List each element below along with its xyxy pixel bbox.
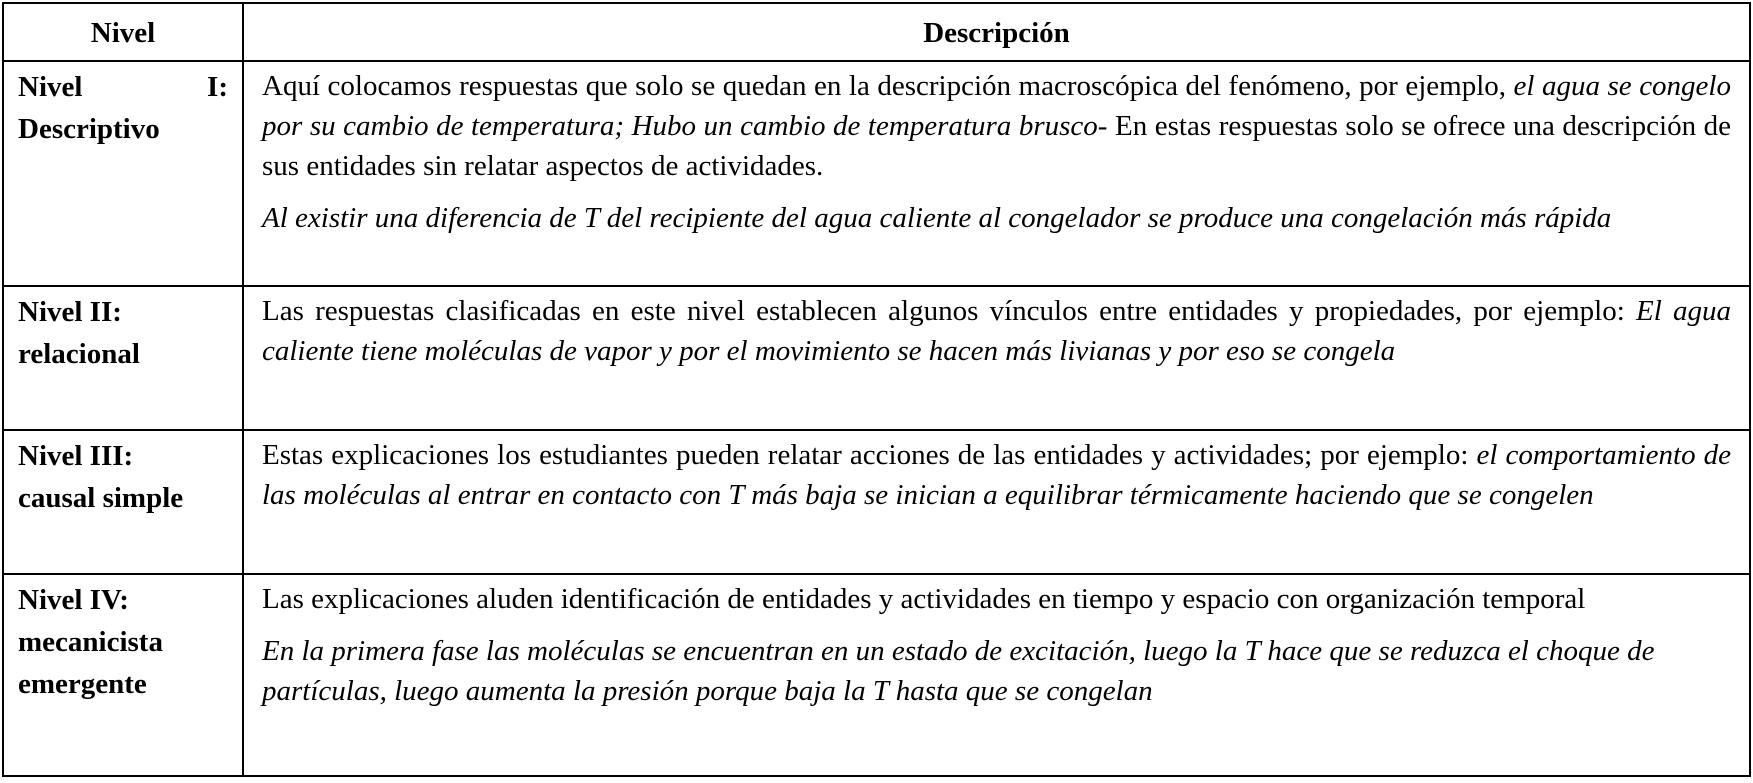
level-1-word: Nivel [18,71,83,103]
level-3-text: Estas explicaciones los estudiantes pueden relatar acciones de las entidades y actividades; por ejemplo: [262,439,1477,471]
level-1-paragraph-2: Al existir una diferencia de T del recipiente del agua caliente al congelador se produce una congelación más rápida [262,202,1612,234]
level-2-example: El agua caliente tiene moléculas de vapor y por el movimiento se hacen más livianas y por eso se congela [262,295,1731,367]
level-2-paragraph-1 [262,291,1731,371]
level-4-label [4,573,244,775]
level-4-name-2: emergente [18,668,147,700]
level-1-name: Descriptivo [18,113,160,145]
levels-table [2,2,1751,777]
level-3-paragraph-1 [262,435,1731,515]
level-3-label [4,429,244,573]
header-descripcion: Descripción [923,17,1070,49]
level-2-label [4,285,244,429]
level-4-name-1: mecanicista [18,626,163,658]
level-1-label [4,60,244,285]
level-1-text: Aquí colocamos respuestas que solo se quedan en la descripción macroscópica del fenómeno, por ejemplo, [262,70,1514,102]
level-3-name: causal simple [18,482,184,514]
level-3-example: el comportamiento de las moléculas al entrar en contacto con T más baja se inician a equilibrar térmicamente haciendo que se congelen [262,439,1731,511]
level-1-numeral: I: [207,71,228,103]
level-3-description [244,429,1749,573]
level-4-word: Nivel IV: [18,584,129,616]
level-3-word: Nivel III: [18,440,134,472]
level-4-paragraph-2: En la primera fase las moléculas se encuentran en un estado de excitación, luego la T hace que se reduzca el choque de partículas, luego aumenta la presión porque baja la T hasta que se congelan [262,635,1655,707]
level-1-paragraph-1 [262,66,1731,186]
level-1-text-2: En estas respuestas solo se ofrece una descripción de sus entidades sin relatar aspectos de actividades. [262,110,1731,182]
level-2-name: relacional [18,338,140,370]
level-1-description [244,60,1749,285]
level-1-example: el agua se congelo por su cambio de temperatura; Hubo un cambio de temperatura brusco- [262,70,1731,142]
level-4-paragraph-1: Las explicaciones aluden identificación de entidades y actividades en tiempo y espacio con organización temporal [262,583,1586,615]
header-nivel: Nivel [4,4,244,60]
level-2-text: Las respuestas clasificadas en este nivel establecen algunos vínculos entre entidades y propiedades, por ejemplo: [262,295,1636,327]
level-2-description [244,285,1749,429]
level-4-description [244,573,1749,775]
level-2-word: Nivel II: [18,296,122,328]
